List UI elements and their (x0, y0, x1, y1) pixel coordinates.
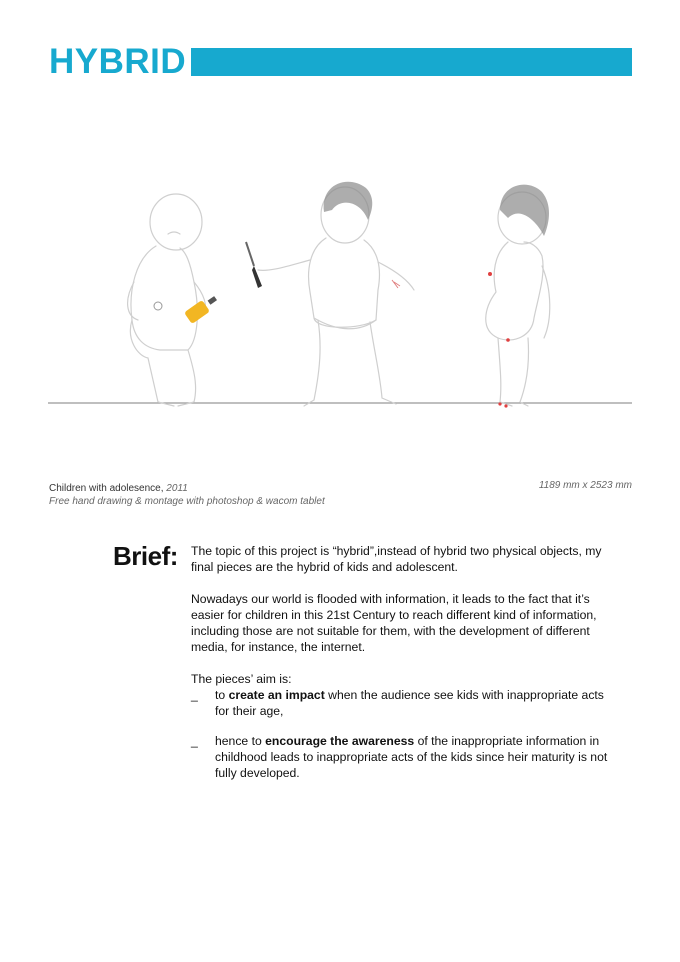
brief-paragraph-2: Nowadays our world is flooded with information, it leads to the fact that it’s easier for children in this 21st Century to reach different kind of information, including those are not suitable for them, with the development of different media, for instance, the internet. (191, 592, 597, 654)
list-item: _ to create an impact when the audience see kids with inappropriate acts for their age, (191, 688, 604, 718)
artwork-caption (49, 480, 188, 497)
page-title: HYBRID (49, 42, 187, 81)
aim-intro: The pieces’ aim is: (191, 672, 292, 686)
artwork-medium: Free hand drawing & montage with photoshop & wacom tablet (49, 496, 325, 507)
brief-heading: Brief: (113, 541, 178, 571)
aim-list (191, 687, 621, 781)
bullet-marker: _ (191, 688, 198, 702)
brief-paragraph-1: The topic of this project is “hybrid”,instead of hybrid two physical objects, my final pieces are the hybrid of kids and adolescent. (191, 544, 602, 574)
baby-figure (128, 194, 206, 406)
brief-body (191, 543, 621, 795)
title-accent-bar (191, 48, 632, 76)
emphasis: create an impact (228, 688, 325, 702)
knife-icon (246, 242, 262, 288)
artwork-year: 2011 (166, 483, 188, 494)
emphasis: encourage the awareness (265, 734, 415, 748)
toddler-figure (258, 187, 414, 406)
hybrid-illustration (48, 170, 632, 430)
list-item: _ hence to encourage the awareness of the inappropriate information in childhood leads to inappropriate acts of the kids since heir maturity is not fully developed. (191, 734, 608, 780)
artwork-title: Children with adolesence, (49, 483, 164, 494)
artwork-size: 1189 mm x 2523 mm (538, 480, 632, 491)
bullet-marker: _ (191, 734, 198, 748)
bottle-icon (154, 296, 217, 324)
